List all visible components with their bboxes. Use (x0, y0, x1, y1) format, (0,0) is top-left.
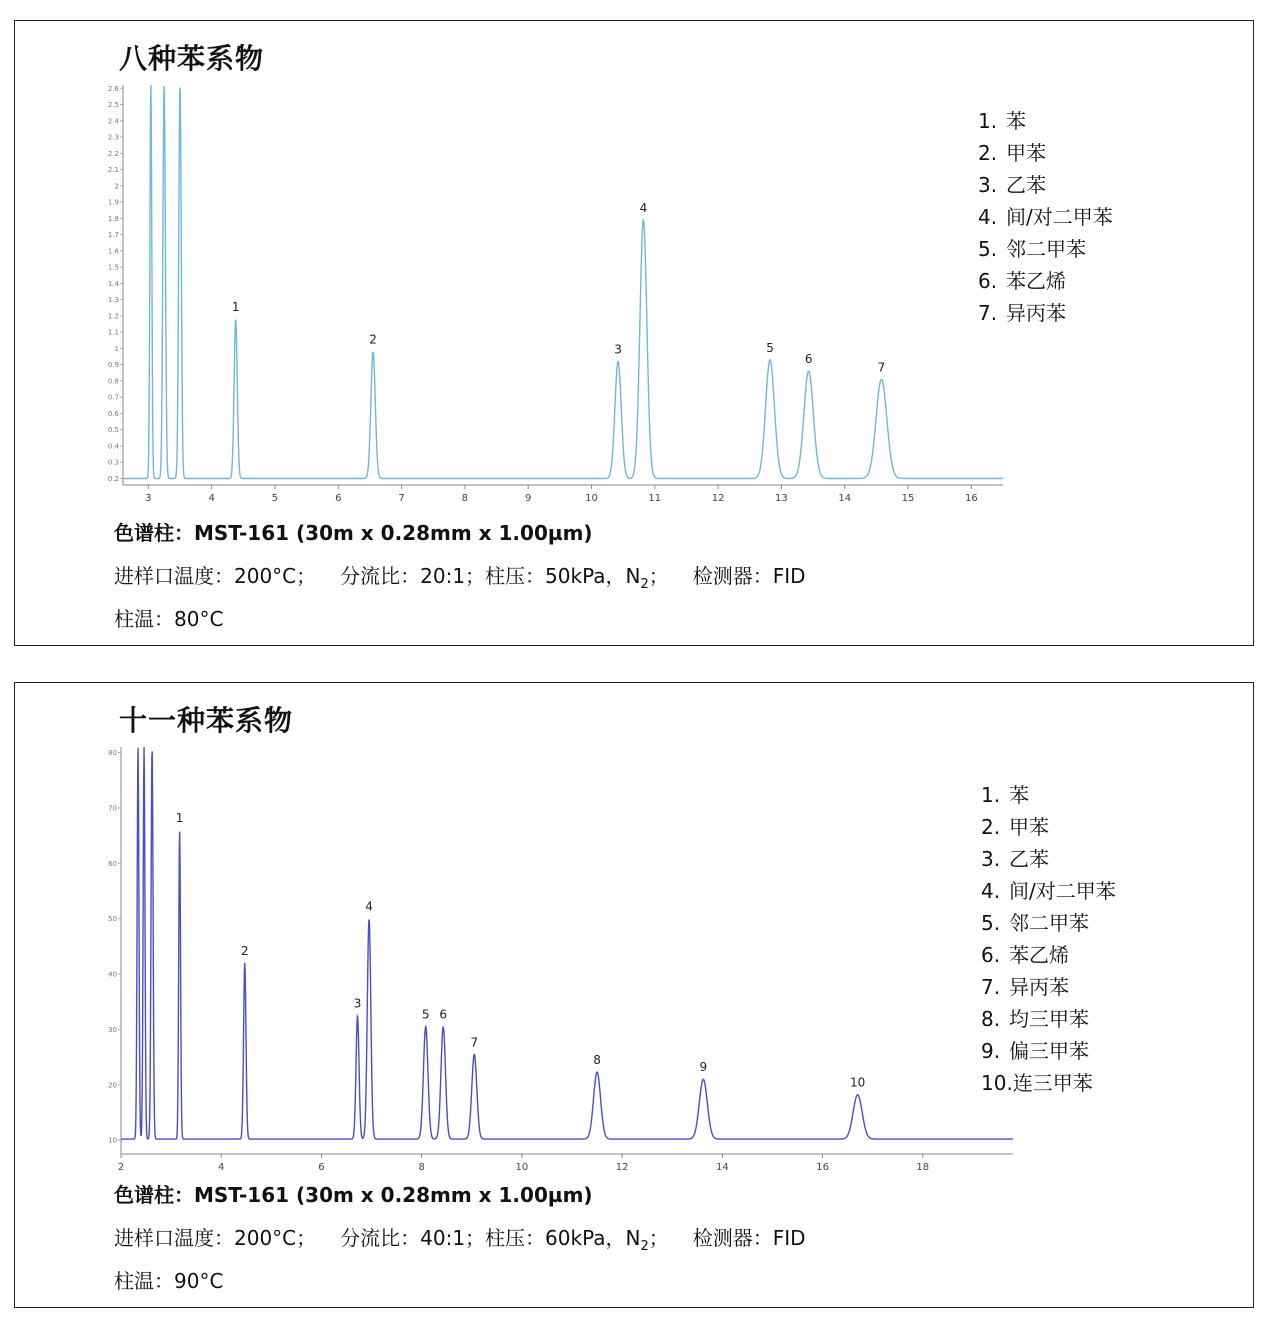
y-tick-label: 2.3 (107, 133, 119, 142)
legend-number: 3. (978, 173, 998, 197)
peak-legend (978, 105, 1113, 329)
legend-number: 5. (978, 237, 998, 261)
x-tick-label: 4 (218, 1162, 225, 1173)
legend-number: 2. (978, 141, 998, 165)
conditions-line (114, 560, 806, 592)
legend-item (981, 779, 1116, 811)
conditions-line (114, 1222, 806, 1254)
chromatogram-chart (107, 79, 1005, 521)
legend-number: 1. (978, 109, 998, 133)
x-tick-label: 10 (585, 493, 598, 504)
legend-item (978, 297, 1113, 329)
y-tick-label: 70 (108, 804, 117, 813)
legend-compound: 连三甲苯 (1012, 1071, 1093, 1095)
y-tick-label: 30 (108, 1025, 117, 1034)
x-tick-label: 7 (398, 493, 405, 504)
x-tick-label: 8 (418, 1162, 425, 1173)
legend-number: 2. (981, 815, 1001, 839)
legend-compound: 间/对二甲苯 (1009, 879, 1116, 903)
split-ratio: 分流比：40:1；柱压：60kPa，N (340, 1226, 641, 1250)
legend-number: 1. (981, 783, 1001, 807)
y-tick-label: 2.5 (107, 101, 119, 110)
y-tick-label: 1.4 (107, 279, 119, 288)
legend-compound: 邻二甲苯 (1009, 911, 1089, 935)
y-tick-label: 2.1 (107, 166, 119, 175)
y-tick-label: 2.4 (107, 117, 119, 126)
legend-number: 3. (981, 847, 1001, 871)
legend-compound: 苯 (1006, 109, 1026, 133)
peak-label-7: 7 (470, 1035, 479, 1050)
y-tick-label: 80 (108, 749, 117, 758)
peak-label-3: 3 (614, 342, 622, 357)
peak-label-8: 8 (593, 1053, 601, 1068)
legend-compound: 乙苯 (1009, 847, 1049, 871)
x-tick-label: 6 (335, 493, 342, 504)
y-tick-label: 40 (108, 970, 117, 979)
legend-item (981, 971, 1116, 1003)
legend-item (981, 811, 1116, 843)
chromatogram-trace (123, 85, 1003, 478)
legend-number: 5. (981, 911, 1001, 935)
legend-item (978, 169, 1113, 201)
x-tick-label: 6 (318, 1162, 325, 1173)
x-tick-label: 11 (648, 493, 662, 504)
gas-suffix: ； (648, 1226, 669, 1250)
legend-item (981, 843, 1116, 875)
y-tick-label: 1.9 (107, 198, 119, 207)
legend-number: 9. (981, 1039, 1001, 1063)
peak-label-7: 7 (877, 360, 886, 375)
peak-label-1: 1 (175, 811, 184, 826)
y-tick-label: 0.9 (107, 361, 119, 370)
peak-label-10: 10 (850, 1075, 866, 1090)
peak-label-5: 5 (421, 1007, 430, 1022)
y-tick-label: 1.5 (107, 263, 119, 272)
legend-compound: 邻二甲苯 (1006, 237, 1086, 261)
oven-temp: 柱温：90°C (114, 1269, 224, 1293)
x-tick-label: 16 (964, 493, 978, 504)
x-tick-label: 13 (775, 493, 788, 504)
legend-compound: 苯 (1009, 783, 1029, 807)
y-tick-label: 1.3 (107, 296, 119, 305)
y-tick-label: 2.6 (107, 84, 119, 93)
x-tick-label: 4 (208, 493, 215, 504)
x-tick-label: 12 (711, 493, 725, 504)
chromatogram-panel-11 (14, 682, 1254, 1308)
x-tick-label: 8 (461, 493, 469, 504)
legend-number: 6. (981, 943, 1001, 967)
y-tick-label: 0.4 (107, 442, 119, 451)
legend-compound: 乙苯 (1006, 173, 1046, 197)
y-tick-label: 0.7 (107, 393, 119, 402)
y-tick-label: 10 (108, 1136, 117, 1145)
legend-item (981, 907, 1116, 939)
detector: 检测器：FID (692, 1226, 806, 1250)
y-tick-label: 0.3 (107, 458, 119, 467)
legend-number: 7. (978, 301, 998, 325)
chromatogram-trace (121, 747, 1013, 1139)
legend-item (981, 875, 1116, 907)
legend-number: 6. (978, 269, 998, 293)
x-tick-label: 16 (816, 1162, 829, 1173)
x-tick-label: 14 (838, 493, 852, 504)
legend-compound: 异丙苯 (1006, 301, 1066, 325)
y-tick-label: 1.2 (107, 312, 119, 321)
x-tick-label: 2 (117, 1162, 125, 1173)
y-tick-label: 0.8 (107, 377, 119, 386)
legend-number: 10. (981, 1071, 1013, 1095)
legend-compound: 偏三甲苯 (1009, 1039, 1089, 1063)
peak-label-2: 2 (369, 332, 377, 347)
peak-label-5: 5 (766, 340, 774, 355)
gas-subscript: 2 (640, 577, 649, 592)
legend-number: 4. (981, 879, 1001, 903)
y-tick-label: 1.6 (107, 247, 119, 256)
x-tick-label: 10 (515, 1162, 529, 1173)
gas-suffix: ； (648, 564, 669, 588)
x-tick-label: 3 (145, 493, 152, 504)
legend-compound: 甲苯 (1006, 141, 1046, 165)
y-tick-label: 1.8 (107, 214, 119, 223)
x-tick-label: 5 (271, 493, 279, 504)
x-tick-label: 9 (524, 493, 532, 504)
legend-item (978, 265, 1113, 297)
legend-item (978, 105, 1113, 137)
legend-compound: 苯乙烯 (1006, 269, 1066, 293)
y-tick-label: 60 (108, 859, 117, 868)
peak-label-4: 4 (365, 899, 373, 914)
legend-number: 8. (981, 1007, 1001, 1031)
peak-label-9: 9 (699, 1060, 708, 1075)
peak-label-6: 6 (804, 352, 813, 367)
legend-number: 4. (978, 205, 998, 229)
legend-compound: 异丙苯 (1009, 975, 1069, 999)
inlet-temp: 进样口温度：200°C； (114, 1226, 317, 1250)
legend-compound: 均三甲苯 (1009, 1007, 1089, 1031)
x-tick-label: 12 (615, 1162, 629, 1173)
peak-label-6: 6 (439, 1007, 448, 1022)
x-tick-label: 18 (916, 1162, 930, 1173)
y-tick-label: 1.1 (107, 328, 119, 337)
chromatogram-chart (108, 741, 1015, 1183)
peak-label-2: 2 (240, 943, 249, 958)
detector: 检测器：FID (692, 564, 806, 588)
panel-title: 十一种苯系物 (119, 704, 294, 737)
legend-item (978, 201, 1113, 233)
legend-item (978, 233, 1113, 265)
x-tick-label: 15 (901, 493, 915, 504)
legend-compound: 甲苯 (1009, 815, 1049, 839)
chromatogram-panel-8 (14, 20, 1254, 646)
legend-compound: 间/对二甲苯 (1006, 205, 1113, 229)
peak-legend (981, 779, 1116, 1099)
legend-item (981, 939, 1116, 971)
legend-item (981, 1035, 1116, 1067)
peak-label-1: 1 (231, 300, 240, 315)
split-ratio: 分流比：20:1；柱压：50kPa，N (340, 564, 641, 588)
inlet-temp: 进样口温度：200°C； (114, 564, 317, 588)
legend-item (981, 1003, 1116, 1035)
x-tick-label: 14 (715, 1162, 729, 1173)
y-tick-label: 50 (108, 915, 117, 924)
column-info: 色谱柱：MST-161 (30m x 0.28mm x 1.00µm) (114, 521, 593, 545)
legend-item (978, 137, 1113, 169)
y-tick-label: 1.7 (107, 231, 119, 240)
y-tick-label: 2.2 (107, 149, 119, 158)
column-info: 色谱柱：MST-161 (30m x 0.28mm x 1.00µm) (114, 1183, 593, 1207)
gas-subscript: 2 (640, 1239, 649, 1254)
legend-number: 7. (981, 975, 1001, 999)
peak-label-3: 3 (353, 996, 362, 1011)
panel-title: 八种苯系物 (119, 42, 265, 75)
y-tick-label: 0.2 (107, 474, 119, 483)
y-tick-label: 0.5 (107, 426, 119, 435)
peak-label-4: 4 (639, 200, 648, 215)
y-tick-label: 1 (114, 344, 119, 353)
y-tick-label: 2 (114, 182, 119, 191)
legend-item (981, 1067, 1116, 1099)
y-tick-label: 0.6 (107, 409, 119, 418)
y-tick-label: 20 (108, 1081, 117, 1090)
legend-compound: 苯乙烯 (1009, 943, 1069, 967)
oven-temp: 柱温：80°C (114, 607, 224, 631)
